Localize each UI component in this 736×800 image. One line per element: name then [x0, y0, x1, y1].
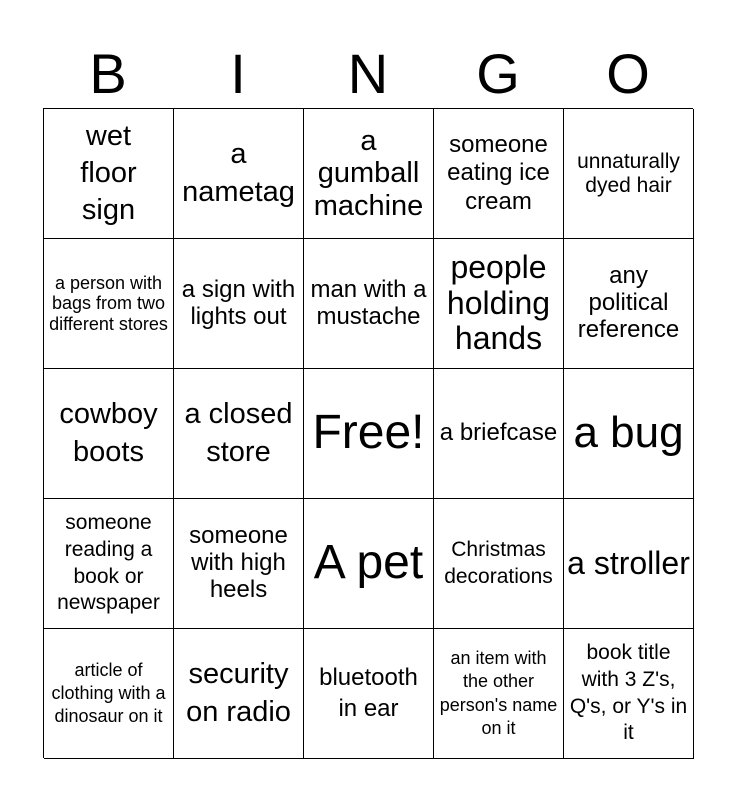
- cell-label: man with a mustache: [310, 275, 427, 330]
- header-letter-g: G: [476, 42, 520, 105]
- cell-label: a stroller: [567, 545, 690, 582]
- cell-label: article of clothing with a dinosaur on it: [51, 659, 166, 727]
- cell-label: someone with high heels: [189, 522, 288, 603]
- bingo-cell[interactable]: [434, 239, 564, 369]
- cell-label: any political reference: [577, 262, 680, 343]
- bingo-cell[interactable]: [304, 239, 434, 369]
- cell-label: a briefcase: [439, 419, 558, 447]
- cell-label: an item with the other person's name on it: [439, 648, 558, 738]
- cell-label: people holding hands: [446, 248, 551, 357]
- cell-label: someone eating ice cream: [447, 131, 550, 215]
- cell-label: wet floor sign: [80, 119, 137, 227]
- bingo-cell[interactable]: [564, 629, 694, 759]
- bingo-cell[interactable]: [174, 629, 304, 759]
- bingo-cell[interactable]: [304, 109, 434, 239]
- cell-label: a sign with lights out: [181, 275, 296, 330]
- bingo-cell[interactable]: [174, 109, 304, 239]
- cell-label: a gumball machine: [313, 124, 424, 222]
- header-letter-b: B: [89, 42, 127, 105]
- bingo-cell[interactable]: [434, 629, 564, 759]
- bingo-cell[interactable]: [174, 499, 304, 629]
- header-letter-n: N: [347, 42, 389, 105]
- cell-label: a closed store: [184, 398, 293, 468]
- bingo-cell[interactable]: [564, 109, 694, 239]
- cell-label: Christmas decorations: [444, 537, 553, 588]
- cell-label: cowboy boots: [59, 398, 158, 468]
- cell-label: someone reading a book or newspaper: [57, 510, 160, 615]
- bingo-cell[interactable]: [174, 369, 304, 499]
- bingo-cell[interactable]: [564, 369, 694, 499]
- header-letter-i: I: [230, 42, 246, 105]
- cell-label: book title with 3 Z's, Q's, or Y's in it: [569, 640, 688, 745]
- bingo-cell[interactable]: [304, 499, 434, 629]
- bingo-cell[interactable]: [434, 369, 564, 499]
- free-space-label: Free!: [312, 406, 425, 460]
- bingo-cell[interactable]: [44, 629, 174, 759]
- cell-label: security on radio: [186, 658, 291, 728]
- bingo-cell[interactable]: [44, 109, 174, 239]
- cell-label: bluetooth in ear: [319, 663, 418, 722]
- header-letter-o: O: [606, 42, 650, 105]
- cell-label: A pet: [313, 536, 424, 590]
- bingo-cell[interactable]: [434, 109, 564, 239]
- bingo-grid: [43, 108, 693, 758]
- bingo-cell[interactable]: [44, 239, 174, 369]
- bingo-cell[interactable]: [564, 239, 694, 369]
- bingo-header: [43, 40, 693, 108]
- cell-label: a bug: [573, 408, 684, 458]
- bingo-cell[interactable]: [304, 629, 434, 759]
- cell-label: unnaturally dyed hair: [577, 149, 680, 197]
- bingo-cell[interactable]: [44, 499, 174, 629]
- cell-label: a nametag: [182, 138, 295, 208]
- bingo-cell free-space[interactable]: [304, 369, 434, 499]
- bingo-cell[interactable]: [564, 499, 694, 629]
- cell-label: a person with bags from two different stores: [49, 273, 168, 334]
- bingo-cell[interactable]: [174, 239, 304, 369]
- bingo-cell[interactable]: [44, 369, 174, 499]
- bingo-cell[interactable]: [434, 499, 564, 629]
